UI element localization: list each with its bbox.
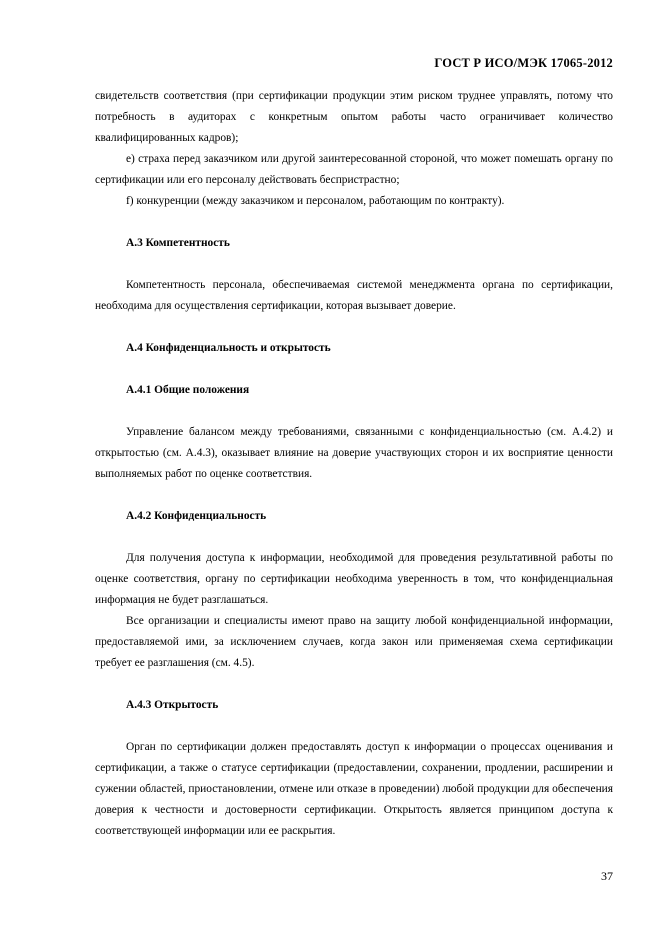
- spacer: [95, 254, 613, 275]
- section-heading: А.3 Компетентность: [126, 237, 230, 249]
- page-number: 37: [601, 869, 613, 883]
- spacer: [95, 674, 613, 695]
- section-heading: А.4 Конфиденциальность и открытость: [126, 342, 331, 354]
- paragraph: e) страха перед заказчиком или другой заинтересованной стороной, что может помешать органу по сертификации или его персоналу действовать беспристрастно;: [95, 153, 613, 186]
- spacer: [95, 527, 613, 548]
- section-heading: А.4.1 Общие положения: [126, 384, 250, 396]
- paragraph: Все организации и специалисты имеют право на защиту любой конфиденциальной информации, предоставляемой ими, за исключением случаев, когда закон или применяемая схема сертификации требует ее разглашения (см. 4.5).: [95, 615, 613, 669]
- section-heading: А.4.3 Открытость: [126, 699, 219, 711]
- paragraph: Управление балансом между требованиями, связанными с конфиденциальностью (см. А.4.2) и открытостью (см. А.4.3), оказывает влияние на доверие участвующих сторон и их восприятие ценности выполняемых работ по оценке соответствия.: [95, 426, 613, 480]
- paragraph: Компетентность персонала, обеспечиваемая системой менеджмента органа по сертификации, необходима для осуществления сертификации, которая вызывает доверие.: [95, 279, 613, 312]
- spacer: [95, 359, 613, 380]
- paragraph: Орган по сертификации должен предоставлять доступ к информации о процессах оценивания и сертификации, а также о статусе сертификации (предоставлении, сохранении, продлении, расширении и сужении областей, приостановлении, отмене или отказе в проведении) любой продукции для обеспечения доверия к честности и достоверности сертификации. Открытость является принципом доступа к соответствующей информации или ее раскрытия.: [95, 741, 613, 837]
- paragraph: Для получения доступа к информации, необходимой для проведения результативной работы по оценке соответствия, органу по сертификации необходима уверенность в том, что конфиденциальная информация не будет разглашаться.: [95, 552, 613, 606]
- page-header-standard: ГОСТ Р ИСО/МЭК 17065-2012: [434, 56, 613, 70]
- paragraph: f) конкуренции (между заказчиком и персоналом, работающим по контракту).: [126, 195, 505, 207]
- section-heading: А.4.2 Конфиденциальность: [126, 510, 267, 522]
- spacer: [95, 401, 613, 422]
- paragraph: свидетельств соответствия (при сертификации продукции этим риском труднее управлять, потому что потребность в аудиторах с конкретным опытом работы часто ограничивает количество квалифицированных кадров);: [95, 90, 613, 144]
- document-body: [95, 86, 613, 842]
- spacer: [95, 716, 613, 737]
- spacer: [95, 212, 613, 233]
- spacer: [95, 317, 613, 338]
- spacer: [95, 485, 613, 506]
